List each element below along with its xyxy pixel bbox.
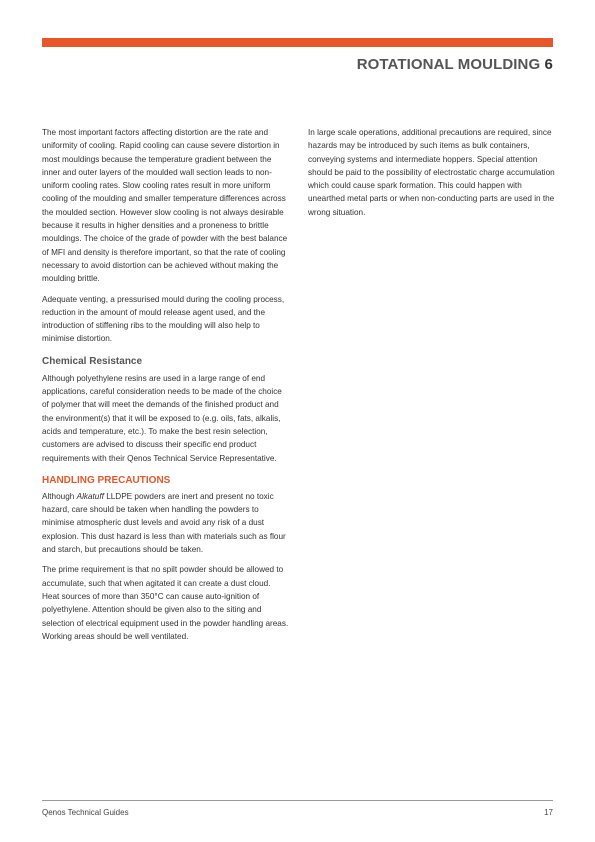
section-number: 6	[544, 56, 553, 73]
handling-prefix: Although	[42, 491, 77, 501]
large-scale-paragraph: In large scale operations, additional precautions are required, since hazards may be introduced by such items as bulk containers, conveying systems and intermediate hoppers. Special attention should be paid to the possibility of electrostatic charge accumulation which could cause spark formation. This could happen with unearthed metal parts or when non-conducting parts are used in the wrong situation.	[308, 128, 555, 217]
handling-rest: LLDPE powders are inert and present no toxic hazard, care should be taken when handling the powders to minimise atmospheric dust levels and avoid any risk of a dust explosion. This dust hazard is less than with materials such as flour and starch, but precautions should be taken.	[42, 491, 286, 555]
page-number: 17	[544, 808, 553, 817]
header-accent-bar	[42, 38, 553, 47]
brand-name: Alkatuff	[76, 491, 104, 501]
handling-precautions-heading: HANDLING PRECAUTIONS	[42, 474, 171, 486]
section-title: ROTATIONAL MOULDING	[356, 56, 541, 73]
handling-paragraph-1	[42, 490, 290, 556]
left-column	[42, 126, 290, 650]
venting-paragraph: Adequate venting, a pressurised mould during the cooling process, reduction in the amount of mould release agent used, and the introduction of stiffening ribs to the moulding will also help to minimise distortion.	[42, 294, 285, 344]
chemical-resistance-heading: Chemical Resistance	[42, 355, 143, 367]
chemical-resistance-paragraph: Although polyethylene resins are used in a large range of end applications, careful consideration needs to be made of the choice of polymer that will meet the demands of the finished product and the environment(s) that it will be exposed to (e.g. oils, fats, alkalis, acids and temperature, etc.). To make the best resin selection, customers are advised to discuss their specific end product requirements with their Qenos Technical Service Representative.	[42, 373, 282, 463]
right-column	[308, 126, 556, 226]
footer-divider	[42, 800, 553, 801]
distortion-paragraph: The most important factors affecting distortion are the rate and uniformity of cooling. Rapid cooling can cause severe distortion in most mouldings because the temperature gradient between the inner and outer layers of the moulded wall section leads to non-uniform cooling rates. Slow cooling rates result in more uniform cooling of the moulding and smaller temperature differences across the moulded section. However slow cooling is not always desirable because it results in higher densities and a proneness to brittle mouldings. The choice of the grade of powder with the best balance of MFI and density is therefore important, so that the rate of cooling necessary to avoid distortion can be achieved without making the moulding brittle.	[42, 128, 288, 284]
handling-paragraph-2: The prime requirement is that no spilt powder should be allowed to accumulate, such that when agitated it can create a dust cloud. Heat sources of more than 350°C can cause auto-ignition of polyethylene. Attention should be given also to the siting and selection of electrical equipment used in the powder handling areas. Working areas should be well ventilated.	[42, 565, 289, 641]
page-header	[357, 56, 553, 73]
footer-publisher: Qenos Technical Guides	[42, 808, 129, 817]
